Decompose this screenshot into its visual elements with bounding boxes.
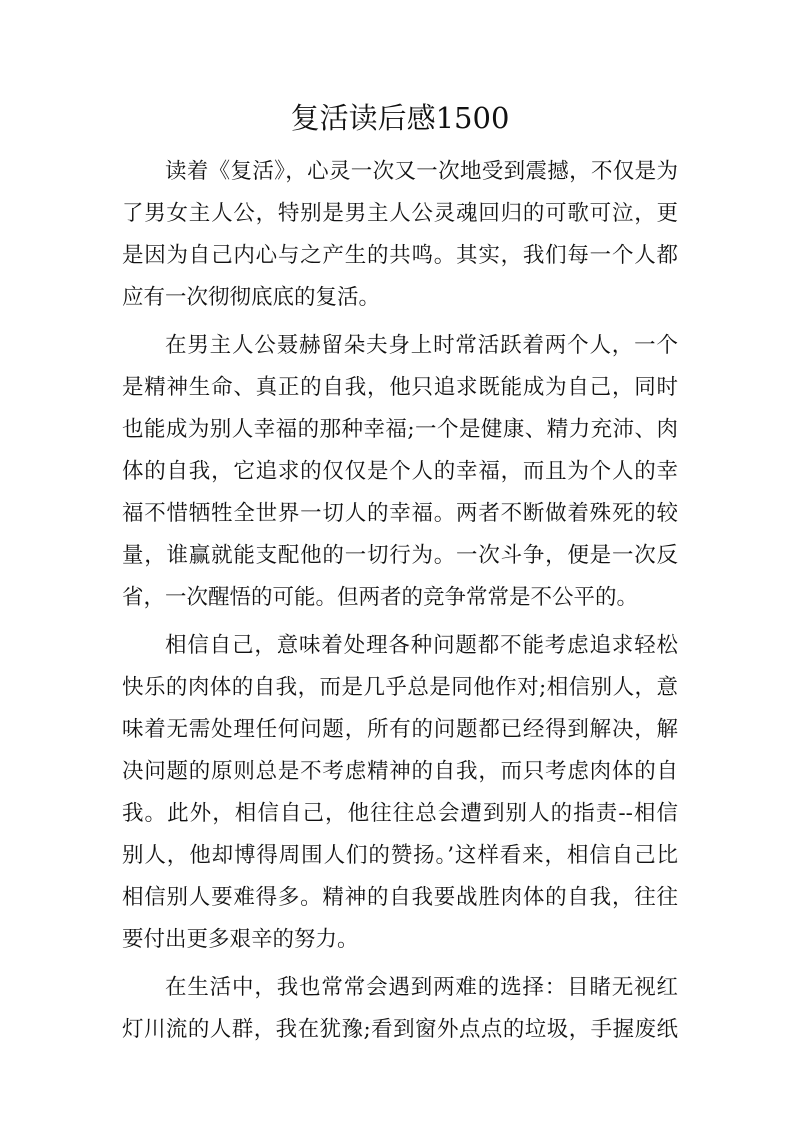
paragraph-line: 福不惜牺牲全世界一切人的幸福。两者不断做着殊死的较	[122, 501, 678, 526]
paragraph-line: 省，一次醒悟的可能。但两者的竞争常常是不公平的。	[122, 585, 639, 610]
document-title: 复活读后感1500	[290, 101, 510, 135]
paragraph-1	[122, 151, 678, 319]
paragraph-line: 读着《复活》，心灵一次又一次地受到震撼，不仅是为	[165, 159, 678, 184]
document-body	[122, 151, 678, 1051]
paragraph-line: 也能成为别人幸福的那种幸福;一个是健康、精力充沛、肉	[122, 417, 678, 442]
paragraph-line: 了男女主人公，特别是男主人公灵魂回归的可歌可泣，更	[122, 201, 678, 226]
paragraph-line: 别人，他却博得周围人们的赞扬。’这样看来，相信自己比	[122, 843, 678, 868]
paragraph-line: 相信别人要难得多。精神的自我要战胜肉体的自我，往往	[122, 885, 678, 910]
paragraph-line: 相信自己，意味着处理各种问题都不能考虑追求轻松	[165, 633, 678, 658]
paragraph-line: 在男主人公聂赫留朵夫身上时常活跃着两个人，一个	[165, 333, 678, 358]
paragraph-line: 在生活中，我也常常会遇到两难的选择：目睹无视红	[165, 975, 678, 1000]
paragraph-line: 要付出更多艰辛的努力。	[122, 927, 359, 952]
paragraph-line: 是因为自己内心与之产生的共鸣。其实，我们每一个人都	[122, 243, 678, 268]
paragraph-3	[122, 625, 678, 961]
paragraph-line: 决问题的原则总是不考虑精神的自我，而只考虑肉体的自	[122, 759, 678, 784]
paragraph-line: 应有一次彻彻底底的复活。	[122, 285, 381, 310]
paragraph-line: 量，谁赢就能支配他的一切行为。一次斗争，便是一次反	[122, 543, 678, 568]
paragraph-line: 是精神生命、真正的自我，他只追求既能成为自己，同时	[122, 375, 678, 400]
paragraph-2	[122, 325, 678, 619]
paragraph-line: 味着无需处理任何问题，所有的问题都已经得到解决，解	[122, 717, 678, 742]
paragraph-line: 快乐的肉体的自我，而是几乎总是同他作对;相信别人，意	[122, 675, 678, 700]
paragraph-line: 灯川流的人群，我在犹豫;看到窗外点点的垃圾，手握废纸	[122, 1017, 678, 1042]
paragraph-4	[122, 967, 678, 1051]
paragraph-line: 我。此外，相信自己，他往往总会遭到别人的指责--相信	[122, 801, 678, 826]
paragraph-line: 体的自我，它追求的仅仅是个人的幸福，而且为个人的幸	[122, 459, 678, 484]
